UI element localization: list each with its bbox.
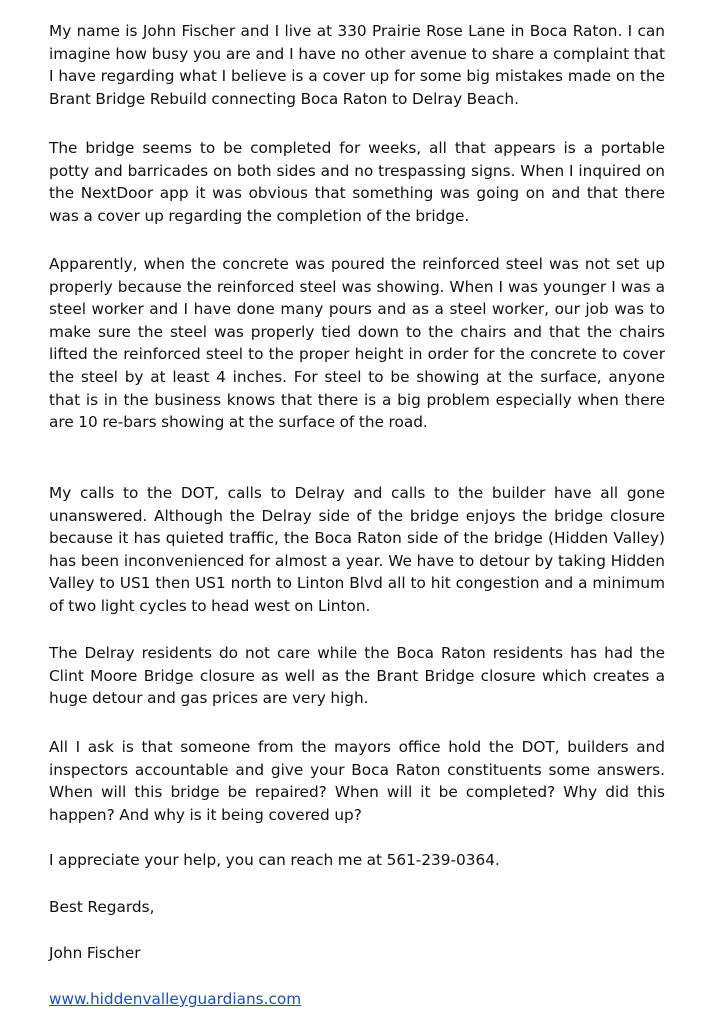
paragraph-unanswered-calls: My calls to the DOT, calls to Delray and calls to the builder have all gone unanswered. Although the Delray side of the bridge enjoys the bridge closure because it has quieted traffic, the Boca Raton side of the bridge (Hidden Valley) has been inconvenienced for almost a year. We have to detour by taking Hidden Valley to US1 then US1 north to Linton Blvd all to hit congestion and a minimum of two light cycles to head west on Linton. bbox=[49, 484, 665, 615]
paragraph-contact: I appreciate your help, you can reach me at 561-239-0364. bbox=[49, 851, 500, 869]
paragraph-bridge-status: The bridge seems to be completed for weeks, all that appears is a portable potty and barricades on both sides and no trespassing signs. When I inquired on the NextDoor app it was obvious that something was going on and that there was a cover up regarding the completion of the bridge. bbox=[49, 139, 665, 225]
closing: Best Regards, bbox=[49, 898, 155, 916]
paragraph-introduction: My name is John Fischer and I live at 330 Prairie Rose Lane in Boca Raton. I can imagine how busy you are and I have no other avenue to share a complaint that I have regarding what I believe is a cover up for some big mistakes made on the Brant Bridge Rebuild connecting Boca Raton to Delray Beach. bbox=[49, 22, 665, 108]
signature: John Fischer bbox=[49, 944, 141, 962]
paragraph-request: All I ask is that someone from the mayors office hold the DOT, builders and inspectors accountable and give your Boca Raton constituents some answers. When will this bridge be repaired? When will it be completed? Why did this happen? And why is it being covered up? bbox=[49, 738, 665, 824]
paragraph-detour: The Delray residents do not care while the Boca Raton residents has had the Clint Moore Bridge closure as well as the Brant Bridge closure which creates a huge detour and gas prices are very high. bbox=[49, 644, 665, 708]
paragraph-steel-problem: Apparently, when the concrete was poured the reinforced steel was not set up properly because the reinforced steel was showing. When I was younger I was a steel worker and I have done many pours and as a steel worker, our job was to make sure the steel was properly tied down to the chairs and that the chairs lifted the reinforced steel to the proper height in order for the concrete to cover the steel by at least 4 inches. For steel to be showing at the surface, anyone that is in the business knows that there is a big problem especially when there are 10 re-bars showing at the surface of the road. bbox=[49, 255, 665, 432]
website-link[interactable]: www.hiddenvalleyguardians.com bbox=[49, 990, 302, 1008]
